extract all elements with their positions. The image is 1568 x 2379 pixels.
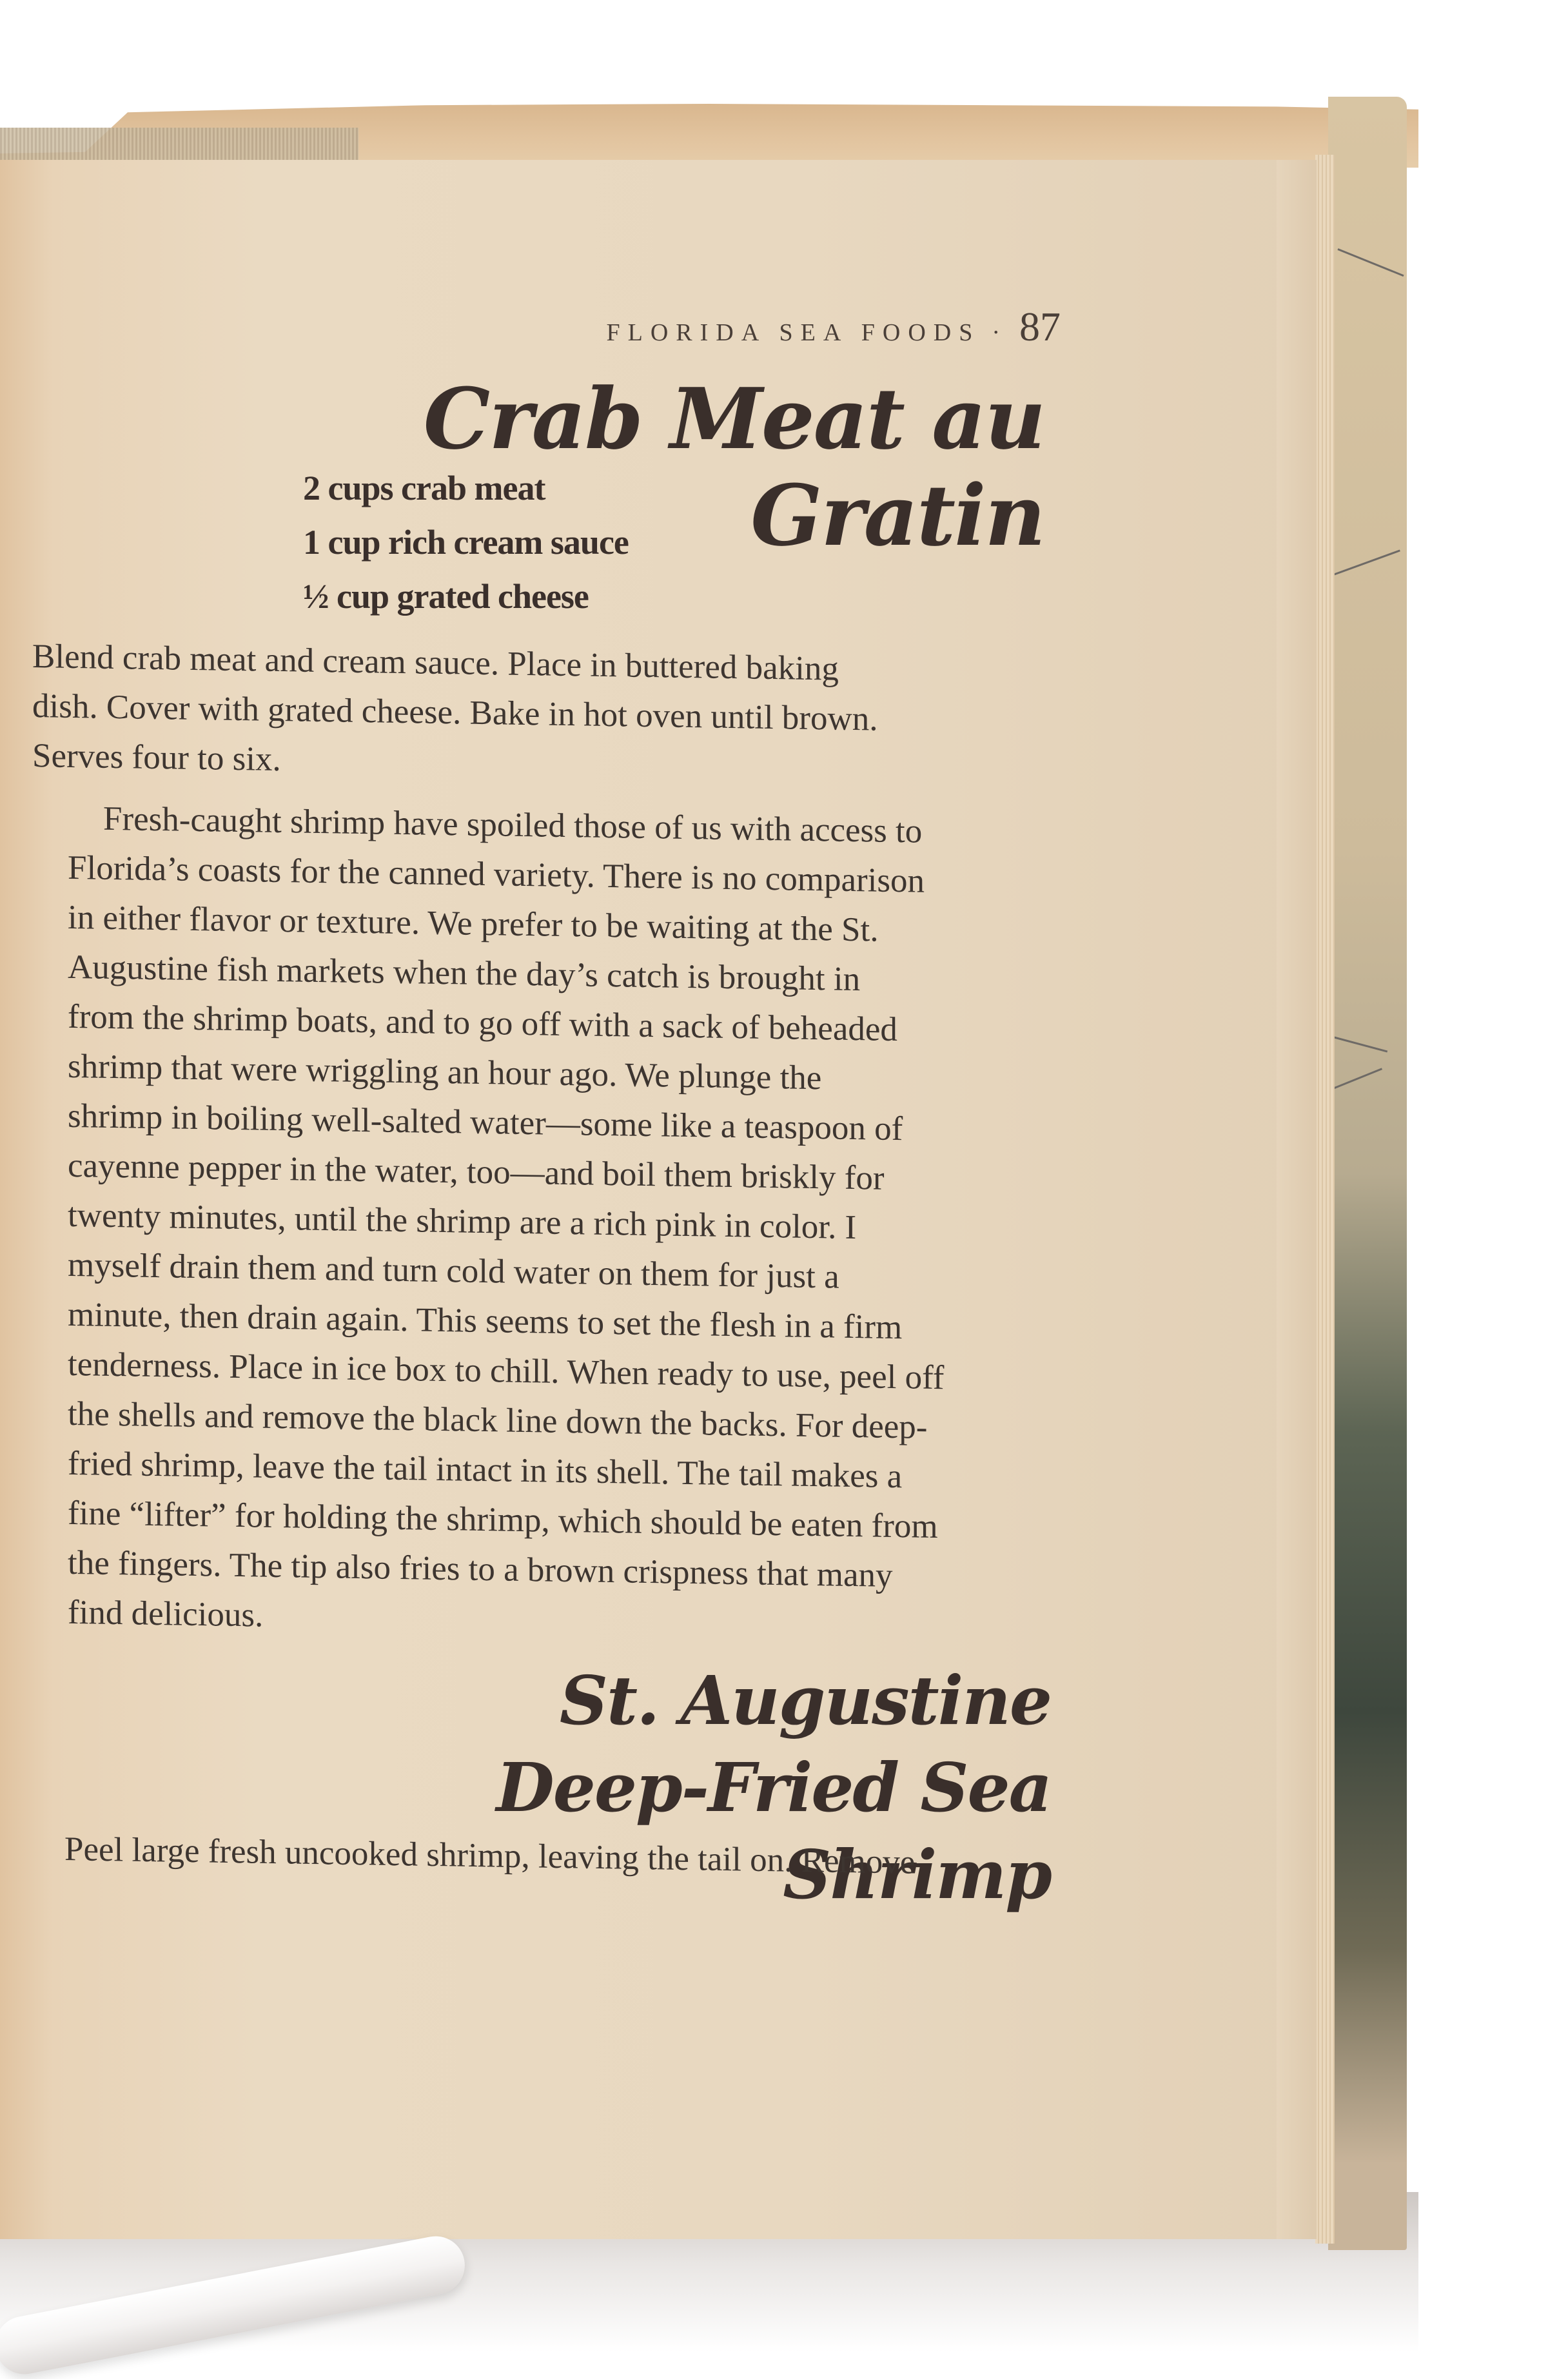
page-edges (1315, 155, 1335, 2244)
running-head (551, 303, 1061, 351)
text-line: Florida’s coasts for the canned variety. There is no comparison (68, 848, 925, 900)
separator-dot: · (992, 319, 1008, 346)
text-line: Peel large fresh uncooked shrimp, leaving the tail on. Remove (64, 1830, 916, 1881)
text-line: Blend crab meat and cream sauce. Place in buttered baking (32, 638, 839, 688)
text-line: Serves four to six. (32, 737, 281, 779)
text-line: tenderness. Place in ice box to chill. When ready to use, peel off (68, 1345, 945, 1397)
title-line: Deep-Fried Sea Shrimp (496, 1748, 1051, 1914)
text-line: the shells and remove the black line down the backs. For deep- (68, 1395, 928, 1446)
essay-paragraph (32, 793, 1064, 1653)
book-cover-edge (1328, 97, 1407, 2250)
text-line: dish. Cover with grated cheese. Bake in hot oven until brown. (32, 687, 878, 738)
section-title: FLORIDA SEA FOODS (606, 319, 981, 346)
binding-cloth (0, 128, 358, 160)
text-line: minute, then drain again. This seems to set the flesh in a firm (68, 1295, 903, 1347)
text-line: fine “lifter” for holding the shrimp, which should be eaten from (68, 1494, 938, 1546)
text-line: from the shrimp boats, and to go off with a sack of beheaded (68, 997, 897, 1049)
ingredient-item: 1 cup rich cream sauce (303, 523, 629, 562)
ingredient-item: ½ cup grated cheese (303, 577, 589, 616)
text-line: shrimp that were wriggling an hour ago. We plunge the (68, 1047, 822, 1097)
title-line: St. Augustine (559, 1661, 1051, 1740)
text-line: myself drain them and turn cold water on them for just a (68, 1246, 839, 1296)
ingredient-list (303, 461, 629, 623)
page-gutter-edge (1277, 160, 1317, 2239)
text-line: find delicious. (68, 1593, 264, 1634)
text-line: shrimp in boiling well-salted water—some like a teaspoon of (68, 1097, 903, 1148)
text-line: Augustine fish markets when the day’s catch is brought in (68, 948, 861, 999)
ingredient-item: 2 cups crab meat (303, 469, 545, 507)
recipe-title-crab-meat: Crab Meat au Gratin (423, 369, 1044, 565)
text-line: Fresh-caught shrimp have spoiled those of us with access to (103, 799, 923, 850)
text-line: twenty minutes, until the shrimp are a rich pink in color. I (68, 1196, 857, 1247)
text-line: in either flavor or texture. We prefer to be waiting at the St. (68, 898, 879, 949)
page-number: 87 (1019, 304, 1061, 349)
recipe1-instructions (32, 632, 1064, 797)
text-line: fried shrimp, leave the tail intact in its shell. The tail makes a (68, 1444, 903, 1496)
text-line: cayenne pepper in the water, too—and boil them briskly for (68, 1146, 885, 1197)
text-line: the fingers. The tip also fries to a brown crispness that many (68, 1543, 893, 1594)
